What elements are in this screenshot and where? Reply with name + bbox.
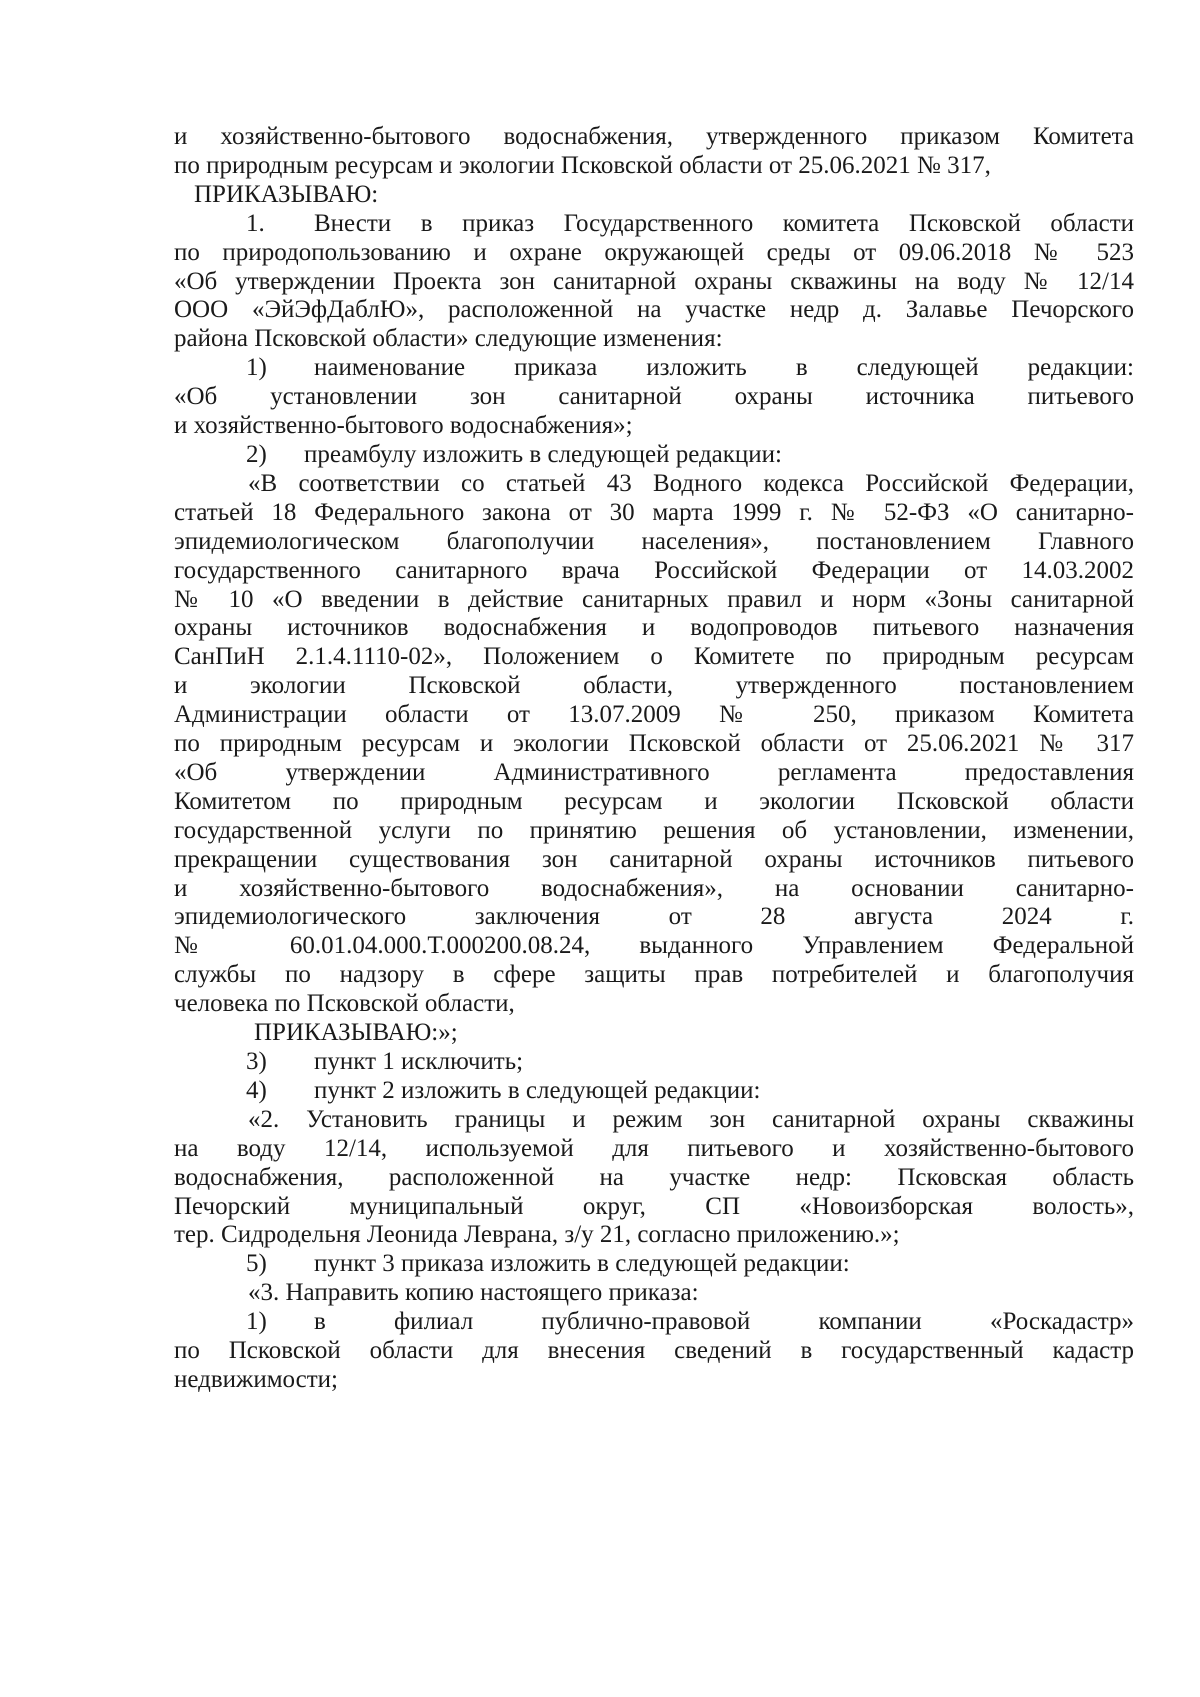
text-line: Печорский муниципальный округ, СП «Новоизборская волость», bbox=[174, 1192, 1134, 1220]
text-line: СанПиН 2.1.4.1110-02», Положением о Комитете по природным ресурсам bbox=[174, 643, 1134, 671]
item-number: 1) bbox=[246, 354, 267, 382]
sub-item-2 bbox=[174, 441, 1134, 470]
sub-item-1 bbox=[174, 354, 1134, 383]
item-number: 3) bbox=[246, 1048, 267, 1075]
text-line: и хозяйственно-бытового водоснабжения», на основании санитарно- bbox=[174, 874, 1134, 902]
text-line: по природным ресурсам и экологии Псковской области от 25.06.2021 № 317 bbox=[174, 730, 1134, 758]
item-number: 2) bbox=[246, 440, 267, 468]
item-number: 1) bbox=[246, 1308, 267, 1336]
text-line: и экологии Псковской области, утвержденного постановлением bbox=[174, 672, 1134, 700]
sub-item-5 bbox=[174, 1250, 1134, 1279]
text-line: преамбулу изложить в следующей редакции: bbox=[304, 440, 783, 468]
text-line: службы по надзору в сфере защиты прав потребителей и благополучия bbox=[174, 961, 1134, 989]
text-line: охраны источников водоснабжения и водопроводов питьевого назначения bbox=[174, 614, 1134, 642]
text-line: наименование приказа изложить в следующей редакции: bbox=[314, 354, 1134, 382]
order-heading: ПРИКАЗЫВАЮ: bbox=[194, 180, 379, 208]
sub-item-4 bbox=[174, 1077, 1134, 1106]
text-line: № 60.01.04.000.Т.000200.08.24, выданного Управлением Федеральной bbox=[174, 932, 1134, 960]
text-line: пункт 1 исключить; bbox=[314, 1048, 524, 1075]
document-body bbox=[174, 123, 1134, 1395]
text-line: и хозяйственно-бытового водоснабжения»; bbox=[174, 412, 633, 440]
list-item-1 bbox=[174, 210, 1134, 239]
text-line: по природопользованию и охране окружающей среды от 09.06.2018 № 523 bbox=[174, 238, 1134, 266]
text-line: и хозяйственно-бытового водоснабжения, утвержденного приказом Комитета bbox=[174, 123, 1134, 150]
item-number: 4) bbox=[246, 1076, 267, 1104]
text-line: на воду 12/14, используемой для питьевого и хозяйственно-бытового bbox=[174, 1134, 1134, 1162]
text-line: «2. Установить границы и режим зон санитарной охраны скважины bbox=[248, 1105, 1134, 1133]
text-line: эпидемиологическом благополучии населения», постановлением Главного bbox=[174, 527, 1134, 555]
text-line: «В соответствии со статьей 43 Водного кодекса Российской Федерации, bbox=[248, 469, 1134, 497]
text-line: «Об установлении зон санитарной охраны источника питьевого bbox=[174, 383, 1134, 411]
text-line: недвижимости; bbox=[174, 1365, 338, 1393]
text-line: Внести в приказ Государственного комитета Псковской области bbox=[314, 209, 1134, 237]
text-line: человека по Псковской области, bbox=[174, 990, 515, 1018]
text-line: прекращении существования зон санитарной охраны источников питьевого bbox=[174, 845, 1134, 873]
text-line: «Об утверждении Проекта зон санитарной охраны скважины на воду № 12/14 bbox=[174, 267, 1134, 295]
text-line: Комитетом по природным ресурсам и экологии Псковской области bbox=[174, 787, 1134, 815]
text-line: государственного санитарного врача Российской Федерации от 14.03.2002 bbox=[174, 556, 1134, 584]
text-line: эпидемиологического заключения от 28 августа 2024 г. bbox=[174, 903, 1134, 931]
sub-item-3-1 bbox=[174, 1308, 1134, 1337]
order-heading: ПРИКАЗЫВАЮ:»; bbox=[254, 1019, 458, 1047]
text-line: Администрации области от 13.07.2009 № 250, приказом Комитета bbox=[174, 701, 1134, 729]
text-line: «3. Направить копию настоящего приказа: bbox=[248, 1279, 699, 1307]
text-line: по Псковской области для внесения сведений в государственный кадастр bbox=[174, 1337, 1134, 1365]
text-line: № 10 «О введении в действие санитарных правил и норм «Зоны санитарной bbox=[174, 585, 1134, 613]
text-line: «Об утверждении Административного регламента предоставления bbox=[174, 758, 1134, 786]
text-line: в филиал публично-правовой компании «Роскадастр» bbox=[314, 1308, 1134, 1336]
item-number: 1. bbox=[246, 209, 265, 237]
text-line: района Псковской области» следующие изменения: bbox=[174, 325, 723, 353]
item-number: 5) bbox=[246, 1250, 267, 1278]
text-line: водоснабжения, расположенной на участке недр: Псковская область bbox=[174, 1163, 1134, 1191]
text-line: ООО «ЭйЭфДаблЮ», расположенной на участке недр д. Залавье Печорского bbox=[174, 296, 1134, 324]
text-line: пункт 2 изложить в следующей редакции: bbox=[314, 1076, 761, 1104]
text-line: статьей 18 Федерального закона от 30 марта 1999 г. № 52-ФЗ «О санитарно- bbox=[174, 498, 1134, 526]
text-line: государственной услуги по принятию решения об установлении, изменении, bbox=[174, 816, 1134, 844]
text-line: по природным ресурсам и экологии Псковской области от 25.06.2021 № 317, bbox=[174, 151, 991, 179]
sub-item-3 bbox=[174, 1048, 1134, 1077]
text-line: пункт 3 приказа изложить в следующей редакции: bbox=[314, 1250, 850, 1278]
text-line: тер. Сидродельня Леонида Леврана, з/у 21, согласно приложению.»; bbox=[174, 1221, 900, 1249]
